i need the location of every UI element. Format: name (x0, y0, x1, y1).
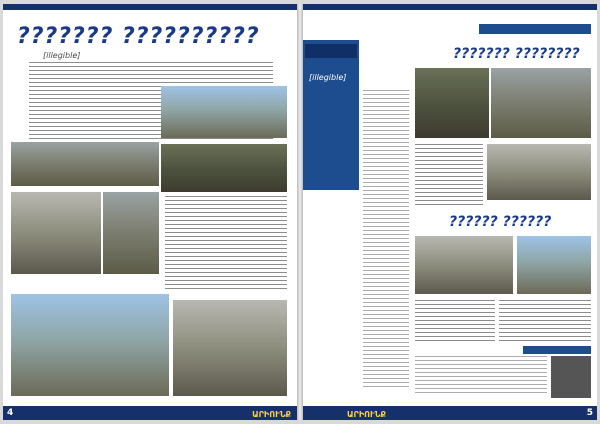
right-column-text-2 (415, 300, 495, 344)
sidebar-heading-bar (305, 44, 357, 58)
left-column-text (165, 196, 287, 292)
author-text (415, 356, 547, 396)
left-page (3, 4, 297, 420)
right-section-label (479, 24, 591, 34)
left-masthead-bar (3, 4, 297, 10)
right-column-text-3 (499, 300, 591, 344)
right-photo-4 (415, 236, 513, 294)
right-column-text-1 (415, 144, 483, 208)
right-logo: ԱՐԻՈՒՆՔ (347, 410, 386, 419)
right-photo-3 (487, 144, 591, 200)
left-lead-note: [illegible] (43, 51, 81, 60)
left-photo-6 (11, 294, 169, 396)
right-masthead-bar (303, 4, 597, 10)
sidebar-column-text (363, 90, 409, 390)
sidebar-panel (303, 40, 359, 190)
author-label-bar (523, 346, 591, 354)
left-photo-4 (11, 192, 101, 274)
left-logo: ԱՐԻՈՒՆՔ (252, 410, 291, 419)
right-page (303, 4, 597, 420)
right-photo-5 (517, 236, 591, 294)
left-page-number: 4 (7, 408, 14, 418)
left-headline: ??????? ?????????? (17, 24, 260, 49)
right-page-number: 5 (586, 408, 593, 418)
left-photo-3 (161, 144, 287, 192)
right-photo-1 (415, 68, 489, 138)
right-headline-1: ??????? ???????? (453, 46, 580, 62)
right-photo-2 (491, 68, 591, 138)
left-photo-5 (103, 192, 159, 274)
left-photo-7 (173, 300, 287, 396)
left-photo-1 (161, 86, 287, 138)
left-photo-2 (11, 142, 159, 186)
sidebar-note: [illegible] (309, 73, 347, 82)
right-headline-2: ?????? ?????? (449, 214, 552, 230)
author-portrait (551, 356, 591, 398)
